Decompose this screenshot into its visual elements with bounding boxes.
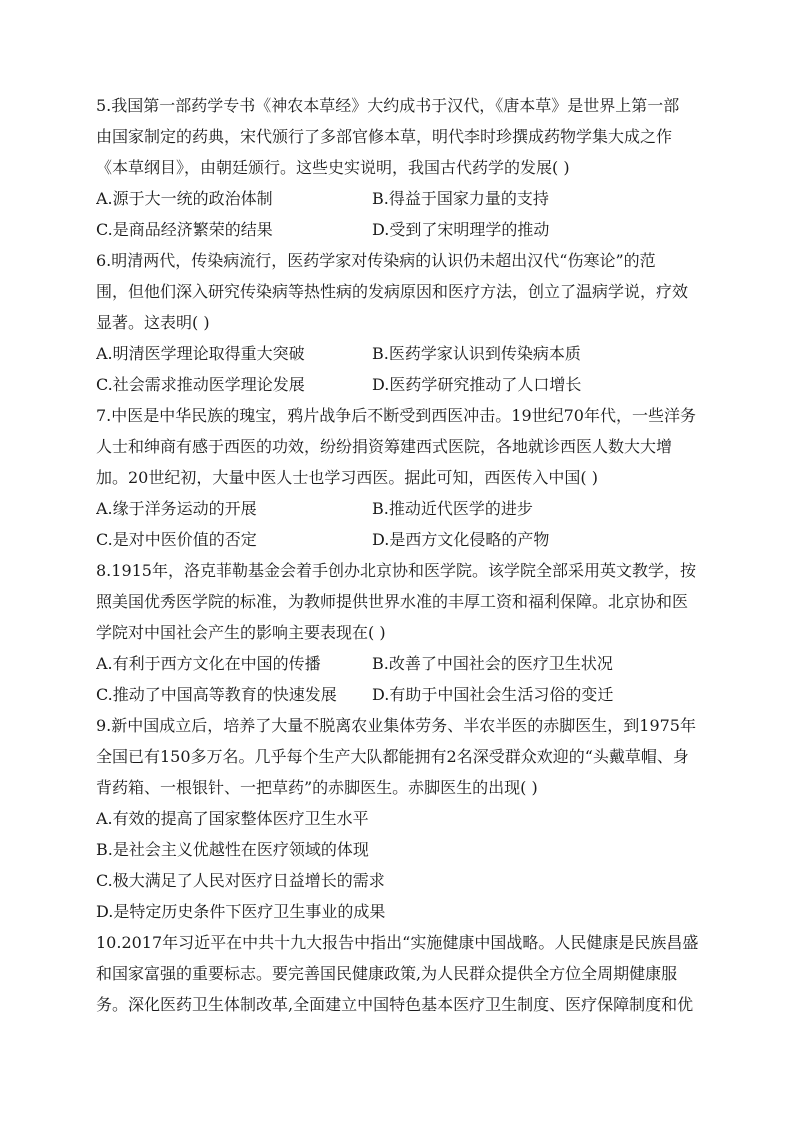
- option-a: A.缘于洋务运动的开展: [96, 499, 257, 518]
- option-d: D.医药学研究推动了人口增长: [372, 375, 582, 394]
- option-c: C.极大满足了人民对医疗日益增长的需求: [96, 871, 385, 890]
- option-row: [96, 493, 700, 524]
- question-text-line: 8.1915年，洛克菲勒基金会着手创办北京协和医学院。该学院全部采用英文教学，按: [96, 561, 696, 580]
- option-c: C.是商品经济繁荣的结果: [96, 220, 273, 239]
- option-row: [96, 183, 700, 214]
- option-row: [96, 524, 700, 555]
- option-row: [96, 338, 700, 369]
- question-text-line: 和国家富强的重要标志。要完善国民健康政策,为人民群众提供全方位全周期健康服: [96, 964, 678, 983]
- option-b: B.改善了中国社会的医疗卫生状况: [372, 654, 613, 673]
- option-b: B.是社会主义优越性在医疗领域的体现: [96, 840, 369, 859]
- question-text-line: 学院对中国社会产生的影响主要表现在( ): [96, 623, 386, 642]
- option-d: D.是特定历史条件下医疗卫生事业的成果: [96, 902, 386, 921]
- document-page: [96, 90, 700, 1020]
- option-a: A.有效的提高了国家整体医疗卫生水平: [96, 809, 369, 828]
- option-a: A.明清医学理论取得重大突破: [96, 344, 305, 363]
- question-7: [96, 400, 700, 555]
- option-row: [96, 369, 700, 400]
- question-text-line: 人士和绅商有感于西医的功效，纷纷捐资筹建西式医院，各地就诊西医人数大大增: [96, 437, 673, 456]
- option-row: [96, 648, 700, 679]
- option-row: [96, 679, 700, 710]
- question-text-line: 10.2017年习近平在中共十九大报告中指出“实施健康中国战略。人民健康是民族昌盛: [96, 933, 699, 952]
- option-row: [96, 214, 700, 245]
- question-text-line: 《本草纲目》，由朝廷颁行。这些史实说明，我国古代药学的发展( ): [96, 158, 570, 177]
- question-text-line: 照美国优秀医学院的标准，为教师提供世界水准的丰厚工资和福利保障。北京协和医: [96, 592, 689, 611]
- option-b: B.得益于国家力量的支持: [372, 189, 549, 208]
- option-d: D.受到了宋明理学的推动: [372, 220, 550, 239]
- question-text-line: 7.中医是中华民族的瑰宝，鸦片战争后不断受到西医冲击。19世纪70年代，一些洋务: [96, 406, 696, 425]
- question-text-line: 务。深化医药卫生体制改革,全面建立中国特色基本医疗卫生制度、医疗保障制度和优: [96, 995, 694, 1014]
- option-a: A.源于大一统的政治体制: [96, 189, 273, 208]
- question-5: [96, 90, 700, 245]
- question-9: [96, 710, 700, 927]
- question-text-line: 围，但他们深入研究传染病等热性病的发病原因和医疗方法，创立了温病学说，疗效: [96, 282, 689, 301]
- question-text-line: 5.我国第一部药学专书《神农本草经》大约成书于汉代，《唐本草》是世界上第一部: [96, 96, 680, 115]
- option-c: C.推动了中国高等教育的快速发展: [96, 685, 337, 704]
- question-text-line: 由国家制定的药典，宋代颁行了多部官修本草，明代李时珍撰成药物学集大成之作: [96, 127, 673, 146]
- option-c: C.是对中医价值的否定: [96, 530, 257, 549]
- option-a: A.有利于西方文化在中国的传播: [96, 654, 321, 673]
- question-text-line: 9.新中国成立后，培养了大量不脱离农业集体劳务、半农半医的赤脚医生，到1975年: [96, 716, 696, 735]
- option-b: B.医药学家认识到传染病本质: [372, 344, 581, 363]
- option-d: D.是西方文化侵略的产物: [372, 530, 550, 549]
- question-text-line: 加。20世纪初，大量中医人士也学习西医。据此可知，西医传入中国( ): [96, 468, 598, 487]
- question-6: [96, 245, 700, 400]
- question-text-line: 全国已有150多万名。几乎每个生产大队都能拥有2名深受群众欢迎的“头戴草帽、身: [96, 747, 689, 766]
- question-text-line: 背药箱、一根银针、一把草药”的赤脚医生。赤脚医生的出现( ): [96, 778, 538, 797]
- option-c: C.社会需求推动医学理论发展: [96, 375, 305, 394]
- option-b: B.推动近代医学的进步: [372, 499, 533, 518]
- option-d: D.有助于中国社会生活习俗的变迁: [372, 685, 614, 704]
- question-8: [96, 555, 700, 710]
- question-10: [96, 927, 700, 1020]
- question-text-line: 6.明清两代，传染病流行，医药学家对传染病的认识仍未超出汉代“伤寒论”的范: [96, 251, 656, 270]
- question-text-line: 显著。这表明( ): [96, 313, 210, 332]
